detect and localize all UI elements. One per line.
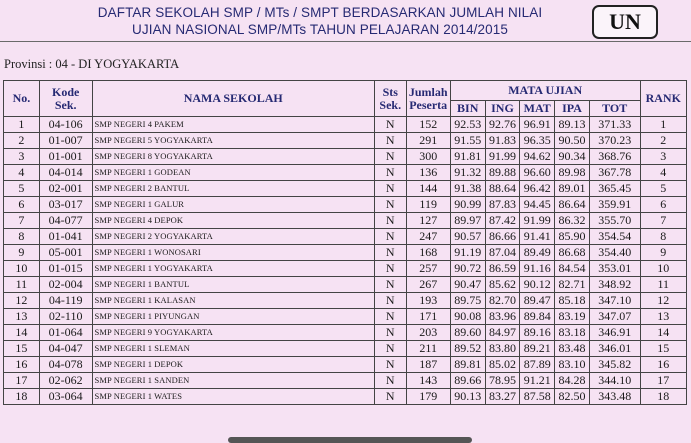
- cell-bin: 90.72: [450, 261, 485, 277]
- cell-rank: 17: [640, 373, 686, 389]
- cell-rank: 18: [640, 389, 686, 405]
- cell-jumlah: 257: [406, 261, 450, 277]
- cell-kode: 05-001: [39, 245, 92, 261]
- cell-rank: 5: [640, 181, 686, 197]
- cell-no: 15: [4, 341, 40, 357]
- cell-mat: 96.35: [520, 133, 555, 149]
- cell-mat: 89.21: [520, 341, 555, 357]
- cell-sts: N: [374, 373, 406, 389]
- cell-bin: 90.13: [450, 389, 485, 405]
- cell-ing: 85.02: [485, 357, 520, 373]
- cell-jumlah: 179: [406, 389, 450, 405]
- col-header-kode-line1: Kode: [52, 84, 80, 99]
- table-row: [4, 357, 687, 373]
- cell-nama: SMP NEGERI 4 DEPOK: [92, 213, 374, 229]
- cell-jumlah: 127: [406, 213, 450, 229]
- cell-tot: 367.78: [589, 165, 640, 181]
- cell-sts: N: [374, 245, 406, 261]
- cell-rank: 12: [640, 293, 686, 309]
- cell-bin: 89.52: [450, 341, 485, 357]
- cell-ing: 87.83: [485, 197, 520, 213]
- cell-ipa: 82.50: [555, 389, 590, 405]
- cell-ing: 92.76: [485, 117, 520, 133]
- cell-no: 10: [4, 261, 40, 277]
- cell-jumlah: 144: [406, 181, 450, 197]
- title-line-1: DAFTAR SEKOLAH SMP / MTs / SMPT BERDASARKAN JUMLAH NILAI: [97, 5, 543, 20]
- cell-kode: 01-041: [39, 229, 92, 245]
- col-header-sts-line1: Sts: [382, 84, 398, 99]
- cell-bin: 91.81: [450, 149, 485, 165]
- cell-jumlah: 267: [406, 277, 450, 293]
- col-header-jumlah-line1: Jumlah: [408, 84, 448, 99]
- cell-mat: 91.99: [520, 213, 555, 229]
- cell-nama: SMP NEGERI 1 DEPOK: [92, 357, 374, 373]
- cell-rank: 4: [640, 165, 686, 181]
- cell-mat: 94.62: [520, 149, 555, 165]
- cell-jumlah: 211: [406, 341, 450, 357]
- cell-bin: 91.55: [450, 133, 485, 149]
- cell-bin: 91.32: [450, 165, 485, 181]
- cell-kode: 02-110: [39, 309, 92, 325]
- cell-tot: 371.33: [589, 117, 640, 133]
- cell-ipa: 90.50: [555, 133, 590, 149]
- cell-mat: 96.60: [520, 165, 555, 181]
- province-label: Provinsi : 04 - DI YOGYAKARTA: [4, 57, 180, 71]
- cell-ipa: 89.01: [555, 181, 590, 197]
- cell-no: 5: [4, 181, 40, 197]
- col-header-mata-ujian: MATA UJIAN: [450, 81, 640, 101]
- table-row: [4, 373, 687, 389]
- cell-jumlah: 168: [406, 245, 450, 261]
- cell-mat: 89.84: [520, 309, 555, 325]
- cell-tot: 343.48: [589, 389, 640, 405]
- cell-rank: 14: [640, 325, 686, 341]
- cell-jumlah: 143: [406, 373, 450, 389]
- cell-nama: SMP NEGERI 1 YOGYAKARTA: [92, 261, 374, 277]
- cell-ipa: 85.90: [555, 229, 590, 245]
- cell-sts: N: [374, 357, 406, 373]
- cell-mat: 89.16: [520, 325, 555, 341]
- cell-bin: 90.57: [450, 229, 485, 245]
- cell-ipa: 85.18: [555, 293, 590, 309]
- cell-sts: N: [374, 293, 406, 309]
- cell-ipa: 89.13: [555, 117, 590, 133]
- cell-nama: SMP NEGERI 1 WATES: [92, 389, 374, 405]
- cell-kode: 04-119: [39, 293, 92, 309]
- cell-mat: 94.45: [520, 197, 555, 213]
- cell-ing: 87.04: [485, 245, 520, 261]
- table-row: [4, 277, 687, 293]
- cell-mat: 91.21: [520, 373, 555, 389]
- cell-ing: 83.27: [485, 389, 520, 405]
- col-header-rank: RANK: [640, 81, 686, 117]
- title-line-2: UJIAN NASIONAL SMP/MTs TAHUN PELAJARAN 2014/2015: [132, 22, 508, 37]
- cell-nama: SMP NEGERI 1 KALASAN: [92, 293, 374, 309]
- table-row: [4, 245, 687, 261]
- cell-nama: SMP NEGERI 1 PIYUNGAN: [92, 309, 374, 325]
- cell-kode: 04-047: [39, 341, 92, 357]
- cell-no: 12: [4, 293, 40, 309]
- cell-ipa: 82.71: [555, 277, 590, 293]
- cell-nama: SMP NEGERI 1 SLEMAN: [92, 341, 374, 357]
- cell-sts: N: [374, 181, 406, 197]
- cell-sts: N: [374, 341, 406, 357]
- cell-bin: 89.75: [450, 293, 485, 309]
- cell-nama: SMP NEGERI 8 YOGYAKARTA: [92, 149, 374, 165]
- cell-sts: N: [374, 261, 406, 277]
- cell-no: 4: [4, 165, 40, 181]
- cell-no: 17: [4, 373, 40, 389]
- cell-kode: 01-064: [39, 325, 92, 341]
- cell-mat: 90.12: [520, 277, 555, 293]
- cell-mat: 96.42: [520, 181, 555, 197]
- cell-sts: N: [374, 165, 406, 181]
- cell-rank: 2: [640, 133, 686, 149]
- cell-rank: 10: [640, 261, 686, 277]
- cell-kode: 01-007: [39, 133, 92, 149]
- cell-no: 7: [4, 213, 40, 229]
- cell-bin: 91.19: [450, 245, 485, 261]
- col-header-sts: [374, 81, 406, 117]
- cell-no: 3: [4, 149, 40, 165]
- cell-sts: N: [374, 149, 406, 165]
- cell-ing: 88.64: [485, 181, 520, 197]
- header-divider: [0, 41, 691, 42]
- cell-ing: 89.88: [485, 165, 520, 181]
- cell-jumlah: 203: [406, 325, 450, 341]
- cell-jumlah: 119: [406, 197, 450, 213]
- cell-ipa: 90.34: [555, 149, 590, 165]
- cell-kode: 02-001: [39, 181, 92, 197]
- cell-ipa: 84.28: [555, 373, 590, 389]
- cell-no: 14: [4, 325, 40, 341]
- table-row: [4, 229, 687, 245]
- cell-kode: 04-077: [39, 213, 92, 229]
- cell-jumlah: 152: [406, 117, 450, 133]
- cell-no: 9: [4, 245, 40, 261]
- cell-jumlah: 291: [406, 133, 450, 149]
- un-badge: UN: [592, 5, 658, 39]
- table-row: [4, 165, 687, 181]
- cell-bin: 89.81: [450, 357, 485, 373]
- cell-kode: 04-106: [39, 117, 92, 133]
- cell-ing: 85.62: [485, 277, 520, 293]
- cell-ing: 91.99: [485, 149, 520, 165]
- cell-ing: 78.95: [485, 373, 520, 389]
- cell-jumlah: 247: [406, 229, 450, 245]
- cell-tot: 344.10: [589, 373, 640, 389]
- cell-jumlah: 171: [406, 309, 450, 325]
- cell-bin: 89.66: [450, 373, 485, 389]
- horizontal-scrollbar[interactable]: [228, 437, 472, 443]
- col-header-kode-line2: Sek.: [54, 97, 77, 112]
- cell-tot: 365.45: [589, 181, 640, 197]
- cell-nama: SMP NEGERI 1 WONOSARI: [92, 245, 374, 261]
- cell-tot: 346.91: [589, 325, 640, 341]
- cell-rank: 13: [640, 309, 686, 325]
- cell-sts: N: [374, 117, 406, 133]
- cell-nama: SMP NEGERI 1 SANDEN: [92, 373, 374, 389]
- cell-kode: 04-014: [39, 165, 92, 181]
- cell-sts: N: [374, 229, 406, 245]
- cell-ipa: 86.68: [555, 245, 590, 261]
- cell-bin: 90.08: [450, 309, 485, 325]
- table-row: [4, 341, 687, 357]
- cell-nama: SMP NEGERI 4 PAKEM: [92, 117, 374, 133]
- col-header-ing: ING: [485, 101, 520, 117]
- col-header-kode: [39, 81, 92, 117]
- cell-tot: 354.54: [589, 229, 640, 245]
- table-row: [4, 197, 687, 213]
- cell-sts: N: [374, 213, 406, 229]
- cell-tot: 355.70: [589, 213, 640, 229]
- cell-mat: 89.49: [520, 245, 555, 261]
- cell-ipa: 83.48: [555, 341, 590, 357]
- cell-ing: 83.80: [485, 341, 520, 357]
- cell-ipa: 86.64: [555, 197, 590, 213]
- cell-tot: 370.23: [589, 133, 640, 149]
- col-header-nama: NAMA SEKOLAH: [92, 81, 374, 117]
- cell-mat: 96.91: [520, 117, 555, 133]
- cell-nama: SMP NEGERI 2 YOGYAKARTA: [92, 229, 374, 245]
- cell-sts: N: [374, 133, 406, 149]
- col-header-no: No.: [4, 81, 40, 117]
- cell-tot: 346.01: [589, 341, 640, 357]
- table-row: [4, 261, 687, 277]
- cell-rank: 9: [640, 245, 686, 261]
- cell-sts: N: [374, 309, 406, 325]
- col-header-bin: BIN: [450, 101, 485, 117]
- cell-tot: 345.82: [589, 357, 640, 373]
- table-row: [4, 117, 687, 133]
- cell-ipa: 83.19: [555, 309, 590, 325]
- table-row: [4, 181, 687, 197]
- document-title: [60, 4, 580, 38]
- cell-ing: 86.66: [485, 229, 520, 245]
- cell-jumlah: 187: [406, 357, 450, 373]
- table-row: [4, 309, 687, 325]
- col-header-tot: TOT: [589, 101, 640, 117]
- cell-kode: 02-004: [39, 277, 92, 293]
- cell-ing: 83.96: [485, 309, 520, 325]
- cell-tot: 359.91: [589, 197, 640, 213]
- cell-rank: 6: [640, 197, 686, 213]
- cell-rank: 15: [640, 341, 686, 357]
- cell-nama: SMP NEGERI 9 YOGYAKARTA: [92, 325, 374, 341]
- cell-tot: 353.01: [589, 261, 640, 277]
- school-ranking-table: [3, 80, 687, 405]
- col-header-jumlah-line2: Peserta: [409, 97, 448, 112]
- cell-nama: SMP NEGERI 2 BANTUL: [92, 181, 374, 197]
- cell-no: 18: [4, 389, 40, 405]
- table-row: [4, 389, 687, 405]
- cell-jumlah: 193: [406, 293, 450, 309]
- cell-nama: SMP NEGERI 1 GODEAN: [92, 165, 374, 181]
- cell-sts: N: [374, 389, 406, 405]
- cell-kode: 01-015: [39, 261, 92, 277]
- cell-rank: 8: [640, 229, 686, 245]
- cell-sts: N: [374, 277, 406, 293]
- col-header-ipa: IPA: [555, 101, 590, 117]
- cell-tot: 348.92: [589, 277, 640, 293]
- cell-ing: 82.70: [485, 293, 520, 309]
- cell-sts: N: [374, 197, 406, 213]
- cell-mat: 91.16: [520, 261, 555, 277]
- cell-kode: 04-078: [39, 357, 92, 373]
- cell-nama: SMP NEGERI 1 GALUR: [92, 197, 374, 213]
- cell-no: 8: [4, 229, 40, 245]
- table-row: [4, 325, 687, 341]
- cell-tot: 368.76: [589, 149, 640, 165]
- cell-no: 2: [4, 133, 40, 149]
- col-header-jumlah: [406, 81, 450, 117]
- cell-rank: 16: [640, 357, 686, 373]
- cell-no: 1: [4, 117, 40, 133]
- cell-bin: 90.99: [450, 197, 485, 213]
- cell-no: 11: [4, 277, 40, 293]
- col-header-sts-line2: Sek.: [379, 97, 402, 112]
- table-row: [4, 133, 687, 149]
- cell-jumlah: 300: [406, 149, 450, 165]
- cell-mat: 91.41: [520, 229, 555, 245]
- cell-ipa: 84.54: [555, 261, 590, 277]
- table-row: [4, 213, 687, 229]
- cell-nama: SMP NEGERI 1 BANTUL: [92, 277, 374, 293]
- cell-no: 13: [4, 309, 40, 325]
- cell-nama: SMP NEGERI 5 YOGYAKARTA: [92, 133, 374, 149]
- cell-rank: 7: [640, 213, 686, 229]
- cell-ing: 86.59: [485, 261, 520, 277]
- cell-tot: 354.40: [589, 245, 640, 261]
- cell-kode: 03-064: [39, 389, 92, 405]
- cell-bin: 91.38: [450, 181, 485, 197]
- table-body: [4, 117, 687, 405]
- col-header-mat: MAT: [520, 101, 555, 117]
- cell-tot: 347.07: [589, 309, 640, 325]
- cell-mat: 87.89: [520, 357, 555, 373]
- cell-ipa: 83.18: [555, 325, 590, 341]
- cell-kode: 03-017: [39, 197, 92, 213]
- table-row: [4, 149, 687, 165]
- cell-rank: 3: [640, 149, 686, 165]
- cell-ipa: 89.98: [555, 165, 590, 181]
- cell-ing: 91.83: [485, 133, 520, 149]
- cell-ipa: 86.32: [555, 213, 590, 229]
- cell-kode: 01-001: [39, 149, 92, 165]
- cell-bin: 89.60: [450, 325, 485, 341]
- cell-ing: 84.97: [485, 325, 520, 341]
- cell-tot: 347.10: [589, 293, 640, 309]
- table-row: [4, 293, 687, 309]
- cell-ing: 87.42: [485, 213, 520, 229]
- cell-rank: 11: [640, 277, 686, 293]
- cell-bin: 89.97: [450, 213, 485, 229]
- cell-mat: 89.47: [520, 293, 555, 309]
- cell-rank: 1: [640, 117, 686, 133]
- cell-jumlah: 136: [406, 165, 450, 181]
- cell-ipa: 83.10: [555, 357, 590, 373]
- cell-mat: 87.58: [520, 389, 555, 405]
- cell-sts: N: [374, 325, 406, 341]
- cell-bin: 90.47: [450, 277, 485, 293]
- cell-no: 16: [4, 357, 40, 373]
- cell-bin: 92.53: [450, 117, 485, 133]
- cell-kode: 02-062: [39, 373, 92, 389]
- cell-no: 6: [4, 197, 40, 213]
